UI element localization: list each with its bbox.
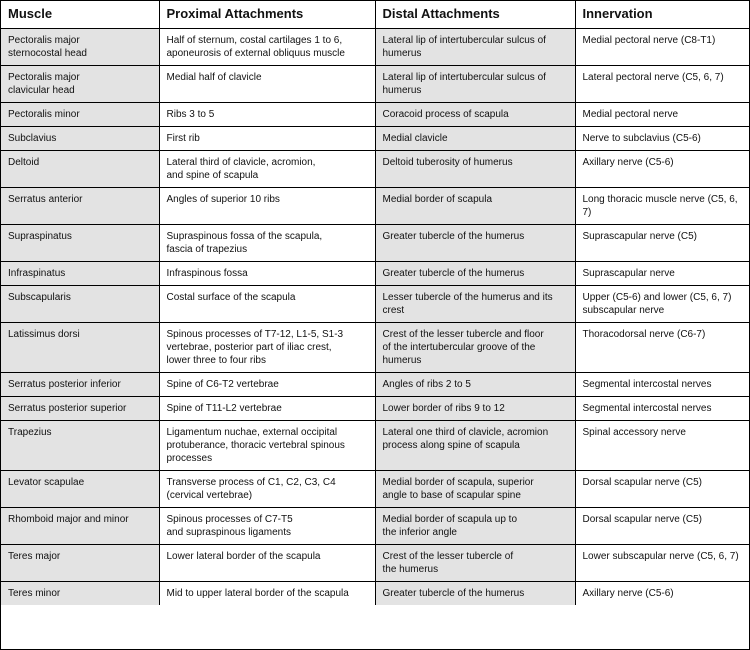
table-row (1, 373, 749, 397)
muscle-cell: Teres major (1, 545, 159, 582)
table-row (1, 225, 749, 262)
innervation-cell: Upper (C5-6) and lower (C5, 6, 7) subscapular nerve (575, 286, 749, 323)
proximal-attachment-cell: First rib (159, 127, 375, 151)
proximal-attachment-cell: Medial half of clavicle (159, 66, 375, 103)
proximal-attachment-cell: Supraspinous fossa of the scapula, fascia of trapezius (159, 225, 375, 262)
muscle-cell: Rhomboid major and minor (1, 508, 159, 545)
distal-attachment-cell: Deltoid tuberosity of humerus (375, 151, 575, 188)
proximal-attachment-cell: Costal surface of the scapula (159, 286, 375, 323)
muscle-cell: Teres minor (1, 582, 159, 606)
muscle-cell: Subscapularis (1, 286, 159, 323)
table-row (1, 188, 749, 225)
distal-attachment-cell: Greater tubercle of the humerus (375, 225, 575, 262)
proximal-attachment-cell: Mid to upper lateral border of the scapula (159, 582, 375, 606)
proximal-attachment-cell: Half of sternum, costal cartilages 1 to 6, aponeurosis of external obliquus muscle (159, 29, 375, 66)
header-proximal-attachments: Proximal Attachments (159, 1, 375, 29)
table-row (1, 127, 749, 151)
proximal-attachment-cell: Angles of superior 10 ribs (159, 188, 375, 225)
innervation-cell: Spinal accessory nerve (575, 421, 749, 471)
table-row (1, 471, 749, 508)
muscle-cell: Pectoralis major clavicular head (1, 66, 159, 103)
distal-attachment-cell: Lateral lip of intertubercular sulcus of humerus (375, 66, 575, 103)
table-row (1, 508, 749, 545)
muscle-cell: Serratus posterior inferior (1, 373, 159, 397)
innervation-cell: Nerve to subclavius (C5-6) (575, 127, 749, 151)
table-row (1, 286, 749, 323)
distal-attachment-cell: Crest of the lesser tubercle of the humerus (375, 545, 575, 582)
table-row (1, 103, 749, 127)
innervation-cell: Segmental intercostal nerves (575, 373, 749, 397)
innervation-cell: Axillary nerve (C5-6) (575, 151, 749, 188)
muscle-table (1, 1, 749, 605)
muscle-cell: Subclavius (1, 127, 159, 151)
muscle-cell: Pectoralis major sternocostal head (1, 29, 159, 66)
table-row (1, 29, 749, 66)
distal-attachment-cell: Lateral lip of intertubercular sulcus of humerus (375, 29, 575, 66)
muscle-cell: Trapezius (1, 421, 159, 471)
table-row (1, 397, 749, 421)
distal-attachment-cell: Greater tubercle of the humerus (375, 582, 575, 606)
innervation-cell: Lateral pectoral nerve (C5, 6, 7) (575, 66, 749, 103)
proximal-attachment-cell: Ribs 3 to 5 (159, 103, 375, 127)
table-body (1, 29, 749, 606)
muscle-cell: Serratus anterior (1, 188, 159, 225)
innervation-cell: Long thoracic muscle nerve (C5, 6, 7) (575, 188, 749, 225)
proximal-attachment-cell: Spine of T11-L2 vertebrae (159, 397, 375, 421)
innervation-cell: Dorsal scapular nerve (C5) (575, 471, 749, 508)
proximal-attachment-cell: Ligamentum nuchae, external occipital protuberance, thoracic vertebral spinous processes (159, 421, 375, 471)
distal-attachment-cell: Coracoid process of scapula (375, 103, 575, 127)
proximal-attachment-cell: Spinous processes of C7-T5 and supraspinous ligaments (159, 508, 375, 545)
distal-attachment-cell: Lower border of ribs 9 to 12 (375, 397, 575, 421)
header-muscle: Muscle (1, 1, 159, 29)
distal-attachment-cell: Greater tubercle of the humerus (375, 262, 575, 286)
proximal-attachment-cell: Lower lateral border of the scapula (159, 545, 375, 582)
table-row (1, 421, 749, 471)
innervation-cell: Thoracodorsal nerve (C6-7) (575, 323, 749, 373)
proximal-attachment-cell: Spinous processes of T7-12, L1-5, S1-3 vertebrae, posterior part of iliac crest, lower three to four ribs (159, 323, 375, 373)
table-row (1, 151, 749, 188)
muscle-cell: Latissimus dorsi (1, 323, 159, 373)
distal-attachment-cell: Medial clavicle (375, 127, 575, 151)
innervation-cell: Suprascapular nerve (575, 262, 749, 286)
proximal-attachment-cell: Lateral third of clavicle, acromion, and spine of scapula (159, 151, 375, 188)
distal-attachment-cell: Lesser tubercle of the humerus and its crest (375, 286, 575, 323)
muscle-cell: Deltoid (1, 151, 159, 188)
innervation-cell: Suprascapular nerve (C5) (575, 225, 749, 262)
muscle-cell: Infraspinatus (1, 262, 159, 286)
table-row (1, 262, 749, 286)
distal-attachment-cell: Lateral one third of clavicle, acromion process along spine of scapula (375, 421, 575, 471)
distal-attachment-cell: Medial border of scapula up to the inferior angle (375, 508, 575, 545)
distal-attachment-cell: Medial border of scapula, superior angle to base of scapular spine (375, 471, 575, 508)
table-row (1, 323, 749, 373)
distal-attachment-cell: Angles of ribs 2 to 5 (375, 373, 575, 397)
table-header (1, 1, 749, 29)
header-innervation: Innervation (575, 1, 749, 29)
table-row (1, 545, 749, 582)
innervation-cell: Dorsal scapular nerve (C5) (575, 508, 749, 545)
innervation-cell: Lower subscapular nerve (C5, 6, 7) (575, 545, 749, 582)
proximal-attachment-cell: Spine of C6-T2 vertebrae (159, 373, 375, 397)
header-row (1, 1, 749, 29)
innervation-cell: Axillary nerve (C5-6) (575, 582, 749, 606)
proximal-attachment-cell: Transverse process of C1, C2, C3, C4 (cervical vertebrae) (159, 471, 375, 508)
muscle-cell: Serratus posterior superior (1, 397, 159, 421)
proximal-attachment-cell: Infraspinous fossa (159, 262, 375, 286)
muscle-cell: Supraspinatus (1, 225, 159, 262)
muscle-cell: Levator scapulae (1, 471, 159, 508)
innervation-cell: Segmental intercostal nerves (575, 397, 749, 421)
table-row (1, 66, 749, 103)
innervation-cell: Medial pectoral nerve (C8-T1) (575, 29, 749, 66)
innervation-cell: Medial pectoral nerve (575, 103, 749, 127)
header-distal-attachments: Distal Attachments (375, 1, 575, 29)
table-row (1, 582, 749, 606)
muscle-cell: Pectoralis minor (1, 103, 159, 127)
distal-attachment-cell: Crest of the lesser tubercle and floor of the intertubercular groove of the humerus (375, 323, 575, 373)
distal-attachment-cell: Medial border of scapula (375, 188, 575, 225)
